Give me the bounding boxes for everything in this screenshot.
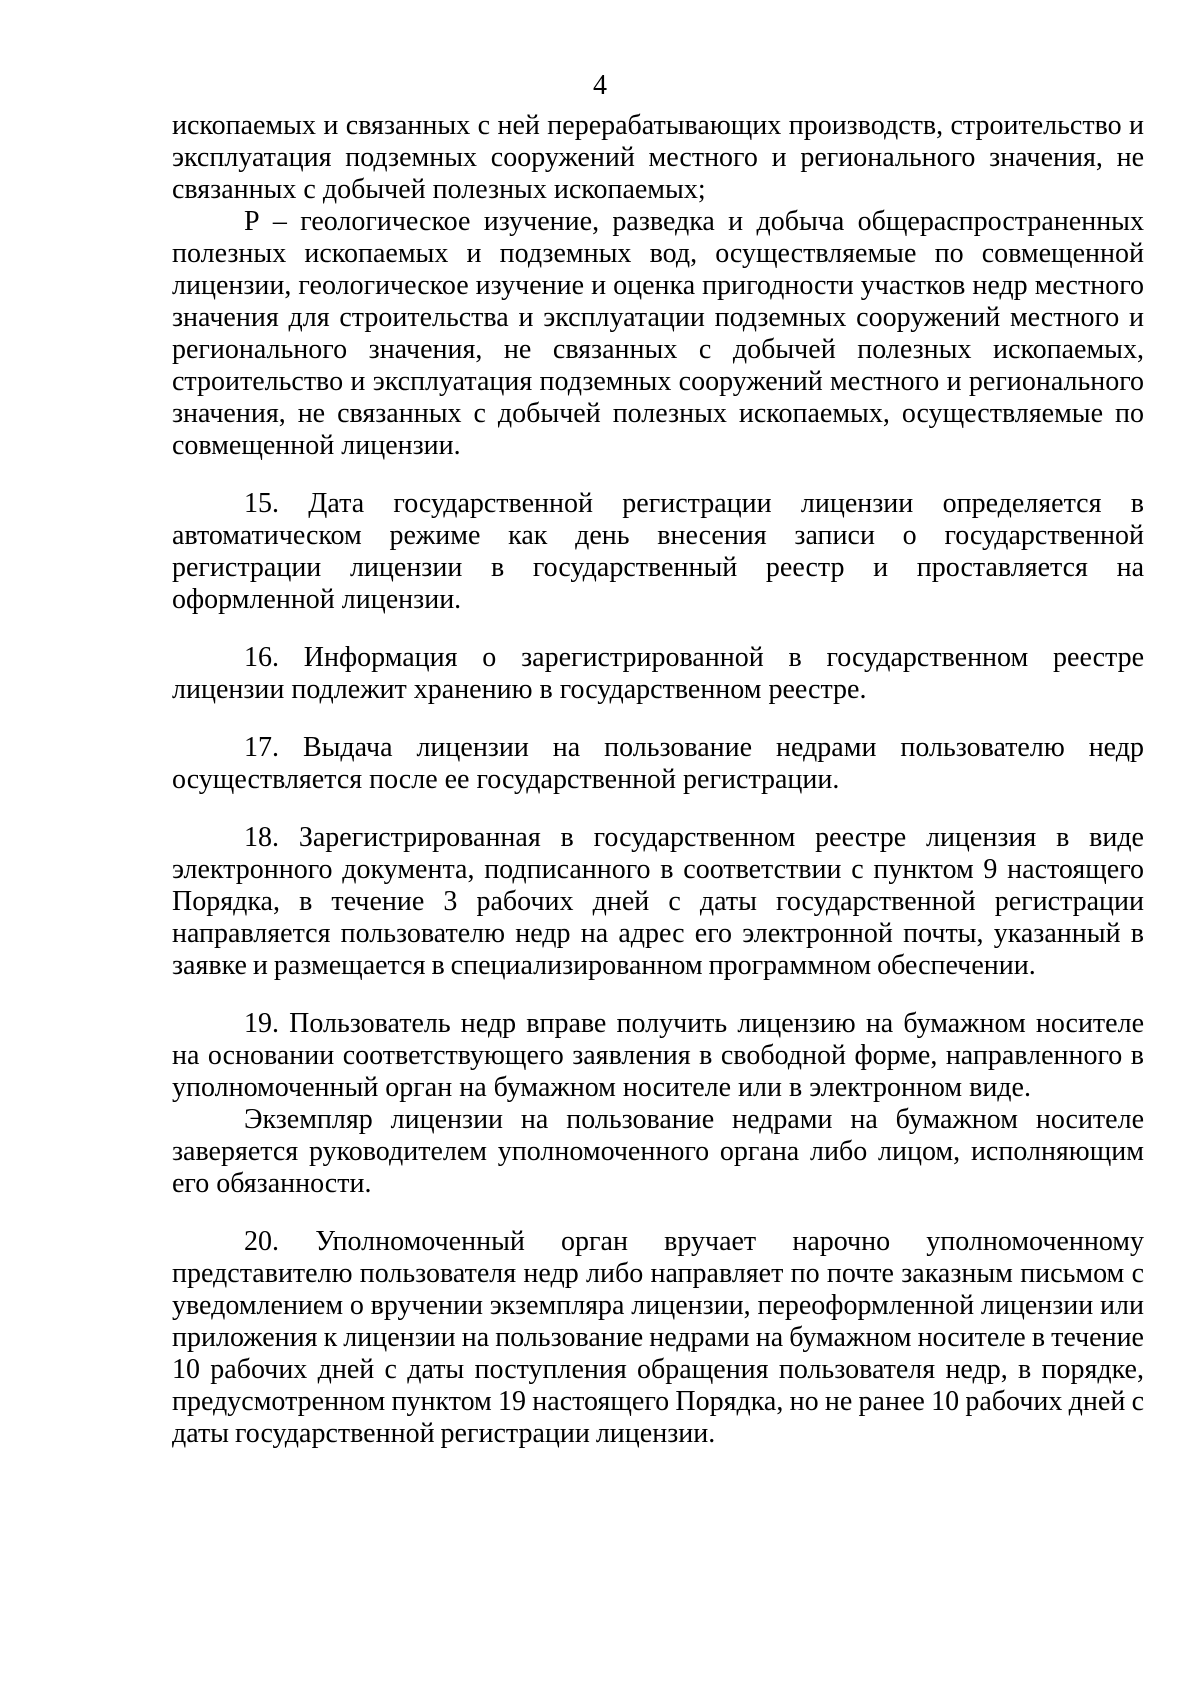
paragraph-item-19: 19. Пользователь недр вправе получить лицензию на бумажном носителе на основании соответствующего заявления в свободной форме, направленного в уполномоченный орган на бумажном носителе или в электронном виде. [172,1008,1144,1103]
paragraph-item-16: 16. Информация о зарегистрированной в государственном реестре лицензии подлежит хранению в государственном реестре. [172,642,1144,705]
paragraph-category-p: Р – геологическое изучение, разведка и добыча общераспространенных полезных ископаемых и подземных вод, осуществляемые по совмещенной лицензии, геологическое изучение и оценка пригодности участков недр местного значения для строительства и эксплуатации подземных сооружений местного и регионального значения, не связанных с добычей полезных ископаемых, строительство и эксплуатация подземных сооружений местного и регионального значения, не связанных с добычей полезных ископаемых, осуществляемые по совмещенной лицензии. [172,206,1144,461]
page-number: 4 [593,70,607,101]
paragraph-item-18: 18. Зарегистрированная в государственном реестре лицензия в виде электронного документа, подписанного в соответствии с пунктом 9 настоящего Порядка, в течение 3 рабочих дней с даты государственной регистрации направляется пользователю недр на адрес его электронной почты, указанный в заявке и размещается в специализированном программном обеспечении. [172,822,1144,981]
paragraph-item-19-copy: Экземпляр лицензии на пользование недрами на бумажном носителе заверяется руководителем уполномоченного органа либо лицом, исполняющим его обязанности. [172,1104,1144,1199]
document-body [172,110,1144,1450]
paragraph-item-17: 17. Выдача лицензии на пользование недрами пользователю недр осуществляется после ее государственной регистрации. [172,732,1144,795]
paragraph-item-15: 15. Дата государственной регистрации лицензии определяется в автоматическом режиме как день внесения записи о государственной регистрации лицензии в государственный реестр и проставляется на оформленной лицензии. [172,488,1144,615]
paragraph-item-20: 20. Уполномоченный орган вручает нарочно уполномоченному представителю пользователя недр либо направляет по почте заказным письмом с уведомлением о вручении экземпляра лицензии, переоформленной лицензии или приложения к лицензии на пользование недрами на бумажном носителе в течение 10 рабочих дней с даты поступления обращения пользователя недр, в порядке, предусмотренном пунктом 19 настоящего Порядка, но не ранее 10 рабочих дней с даты государственной регистрации лицензии. [172,1226,1144,1449]
paragraph-continuation: ископаемых и связанных с ней перерабатывающих производств, строительство и эксплуатация подземных сооружений местного и регионального значения, не связанных с добычей полезных ископаемых; [172,110,1144,205]
